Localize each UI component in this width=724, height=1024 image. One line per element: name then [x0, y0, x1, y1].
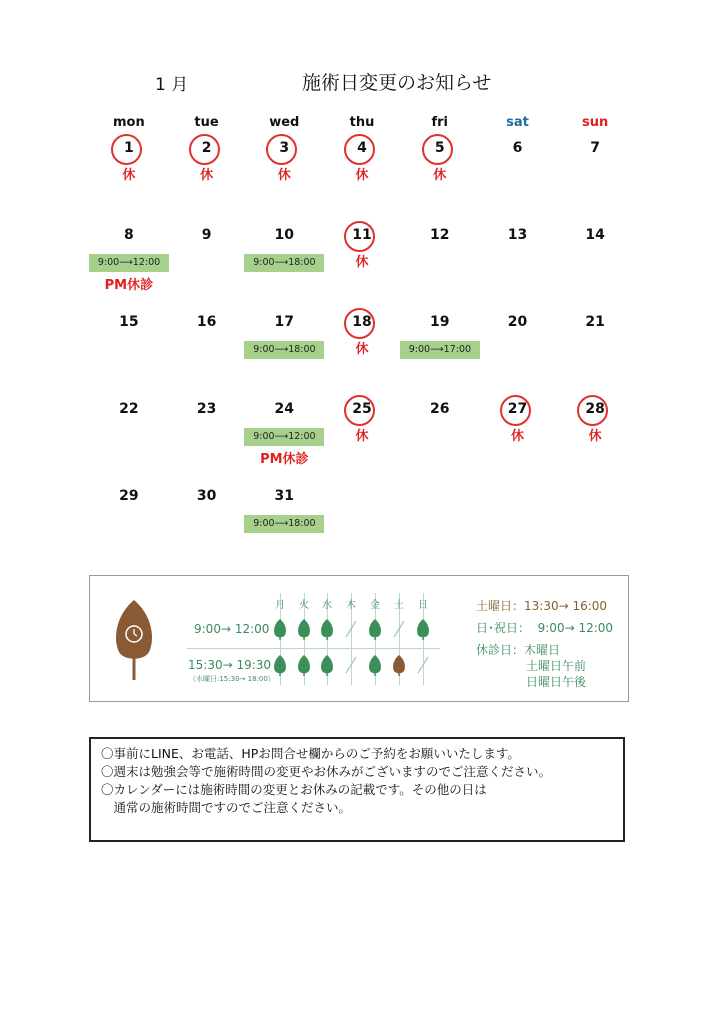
closed-label: 休 [355, 429, 369, 444]
calendar-day [245, 395, 323, 482]
day-number: 13 [507, 227, 528, 243]
notice-box [89, 737, 625, 842]
hours-badge: 9:00⟶12:00 [89, 254, 169, 272]
schedule-day: 土 [394, 600, 404, 611]
month-label: 1 月 [155, 75, 189, 95]
green-leaf-icon [363, 618, 387, 644]
day-number: 16 [196, 314, 217, 330]
green-leaf-icon [292, 654, 316, 680]
weekday-fri: fri [431, 115, 448, 130]
calendar-day [245, 308, 323, 395]
weekday-sat: sat [506, 115, 529, 130]
closed-label: 休 [122, 168, 136, 183]
closed-label: 休 [355, 168, 369, 183]
closed-slash-icon [387, 618, 411, 644]
calendar-day [479, 221, 557, 308]
notice-line: 〇カレンダーには施術時間の変更とお休みの記載です。その他の日は [101, 782, 487, 797]
pm-closed-label: PM休診 [260, 452, 309, 467]
closed-label: 休 [510, 429, 524, 444]
morning-hours: 9:00→ 12:00 [194, 622, 270, 636]
day-number: 11 [352, 227, 372, 243]
calendar-week [90, 308, 634, 395]
holiday-hours: 日･祝日： 9:00→ 12:00 [476, 621, 614, 635]
day-number: 1 [123, 140, 134, 156]
day-number: 6 [512, 140, 523, 156]
day-number: 3 [279, 140, 290, 156]
weekday-sun: sun [582, 115, 609, 130]
schedule-day: 月 [275, 600, 285, 611]
day-number: 7 [590, 140, 601, 156]
day-number: 4 [357, 140, 367, 156]
closed-label: 休 [433, 168, 447, 183]
calendar-day [479, 482, 557, 569]
calendar-day [323, 221, 401, 308]
day-number: 10 [274, 227, 295, 243]
hours-badge: 9:00⟶18:00 [244, 254, 324, 272]
calendar-day [401, 221, 479, 308]
calendar-week [90, 482, 634, 569]
green-leaf-icon [268, 618, 292, 644]
pm-closed-label: PM休診 [104, 278, 154, 293]
calendar-day [323, 308, 401, 395]
hours-badge: 9:00⟶18:00 [244, 341, 324, 359]
day-number: 12 [429, 227, 450, 243]
brown-leaf-icon [387, 654, 411, 680]
closed-label: 休 [355, 255, 369, 270]
calendar-day [245, 482, 323, 569]
weekday-header [90, 112, 634, 134]
calendar-day [168, 308, 246, 395]
clock-leaf-icon [113, 598, 155, 682]
calendar-day [401, 482, 479, 569]
calendar-day [401, 134, 479, 221]
wednesday-note: （水曜日:15:30→ 18:00） [189, 675, 275, 683]
afternoon-hours: 15:30→ 19:30 [188, 658, 272, 672]
schedule-day: 火 [299, 600, 309, 611]
calendar-day [245, 134, 323, 221]
green-leaf-icon [315, 654, 339, 680]
calendar-day [556, 134, 634, 221]
weekday-wed: wed [269, 115, 300, 130]
day-number: 17 [274, 314, 295, 330]
notice-line: 通常の施術時間ですのでご注意ください。 [101, 800, 352, 815]
grid-line [187, 648, 440, 649]
day-number: 30 [196, 488, 217, 504]
calendar-day [556, 482, 634, 569]
saturday-hours: 土曜日：13:30→ 16:00 [476, 599, 608, 613]
calendar-day [90, 134, 168, 221]
day-number: 2 [201, 140, 212, 156]
calendar-day [90, 482, 168, 569]
day-number: 31 [274, 488, 295, 504]
day-number: 24 [274, 401, 295, 417]
calendar [90, 112, 634, 569]
day-number: 22 [119, 401, 139, 417]
closed-day-sunday: 日曜日午後 [526, 675, 587, 689]
calendar-day [323, 134, 401, 221]
day-number: 20 [507, 314, 528, 330]
day-number: 28 [585, 401, 605, 417]
closed-label: 休 [355, 342, 369, 357]
hours-badge: 9:00⟶18:00 [244, 515, 324, 533]
day-number: 21 [585, 314, 605, 330]
calendar-day [556, 308, 634, 395]
weekday-tue: tue [194, 115, 219, 130]
schedule-day: 木 [346, 600, 356, 611]
calendar-day [168, 221, 246, 308]
schedule-day: 水 [322, 600, 332, 611]
closed-days-label: 休診日：木曜日 [476, 643, 561, 657]
day-number: 19 [429, 314, 450, 330]
page-title: 施術日変更のお知らせ [302, 72, 492, 94]
green-leaf-icon [315, 618, 339, 644]
day-number: 25 [352, 401, 372, 417]
day-number: 27 [507, 401, 528, 417]
calendar-day [168, 482, 246, 569]
green-leaf-icon [363, 654, 387, 680]
calendar-day [323, 395, 401, 482]
day-number: 29 [119, 488, 139, 504]
closed-slash-icon [339, 618, 363, 644]
green-leaf-icon [411, 618, 435, 644]
calendar-day [401, 395, 479, 482]
day-number: 5 [434, 140, 445, 156]
day-number: 26 [429, 401, 450, 417]
closed-label: 休 [277, 168, 291, 183]
calendar-day [168, 134, 246, 221]
calendar-day [556, 395, 634, 482]
calendar-day [401, 308, 479, 395]
schedule-box [89, 575, 629, 702]
notice-line: 〇事前にLINE、お電話、HPお問合せ欄からのご予約をお願いいたします。 [101, 746, 520, 761]
weekday-thu: thu [349, 115, 375, 130]
calendar-day [168, 395, 246, 482]
green-leaf-icon [268, 654, 292, 680]
calendar-weeks [90, 134, 634, 569]
closed-slash-icon [339, 654, 363, 680]
calendar-day [323, 482, 401, 569]
day-number: 18 [352, 314, 372, 330]
calendar-day [479, 395, 557, 482]
closed-day-saturday: 土曜日午前 [526, 659, 587, 673]
day-number: 8 [123, 227, 134, 243]
weekday-mon: mon [112, 115, 145, 130]
day-number: 23 [196, 401, 217, 417]
day-number: 9 [201, 227, 212, 243]
hours-badge: 9:00⟶12:00 [244, 428, 324, 446]
day-number: 15 [119, 314, 139, 330]
closed-label: 休 [588, 429, 602, 444]
notice-line: 〇週末は勉強会等で施術時間の変更やお休みがございますのでご注意ください。 [101, 764, 552, 779]
calendar-day [479, 134, 557, 221]
schedule-day: 金 [370, 600, 380, 611]
calendar-day [90, 308, 168, 395]
calendar-day [90, 221, 168, 308]
day-number: 14 [585, 227, 605, 243]
green-leaf-icon [292, 618, 316, 644]
calendar-week [90, 221, 634, 308]
calendar-day [556, 221, 634, 308]
calendar-day [245, 221, 323, 308]
calendar-day [90, 395, 168, 482]
calendar-week [90, 134, 634, 221]
closed-slash-icon [411, 654, 435, 680]
schedule-day: 日 [418, 600, 428, 611]
calendar-day [479, 308, 557, 395]
hours-badge: 9:00⟶17:00 [400, 341, 480, 359]
closed-label: 休 [200, 168, 214, 183]
calendar-week [90, 395, 634, 482]
